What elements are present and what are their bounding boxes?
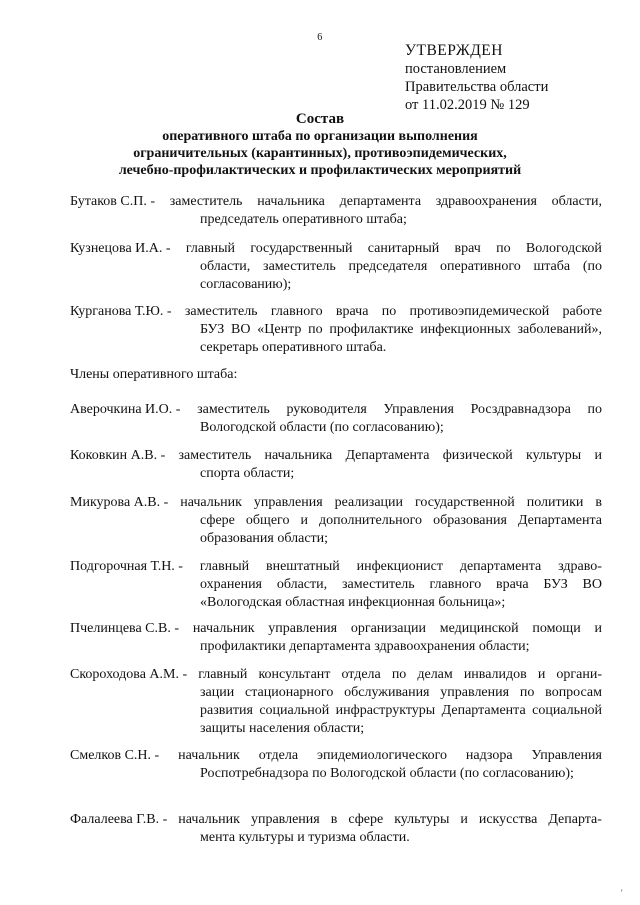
title-heading: Состав	[295, 111, 345, 127]
entry-first-line: Микурова А.В. - начальник управления реализации государственной политики в	[70, 495, 602, 510]
entry-first-line: Курганова Т.Ю. - заместитель главного врача по противоэпидемической работе	[70, 304, 602, 319]
entry-continuation: профилактики департамента здравоохранения области;	[200, 639, 530, 654]
member-entry	[70, 747, 602, 783]
member-entry	[70, 558, 602, 612]
leader-entry	[70, 193, 602, 229]
entry-first-line: Смелков С.Н. - начальник отдела эпидемиологического надзора Управления	[70, 748, 602, 763]
entry-continuation: мента культуры и туризма области.	[200, 830, 410, 845]
member-entry	[70, 447, 602, 483]
entry-continuation: председатель оперативного штаба;	[200, 212, 407, 227]
entry-first-line: Аверочкина И.О. - заместитель руководителя Управления Росздравнадзора по	[70, 402, 602, 417]
document-title	[0, 111, 640, 179]
approval-date: от 11.02.2019 № 129	[405, 97, 530, 113]
title-line: лечебно-профилактических и профилактических мероприятий	[118, 163, 522, 178]
approval-stamp	[405, 42, 548, 114]
member-entry	[70, 494, 602, 548]
member-entry	[70, 620, 602, 656]
entry-continuation: спорта области;	[200, 466, 295, 481]
member-entry	[70, 811, 602, 847]
approval-line: Правительства области	[405, 79, 549, 95]
approval-title: УТВЕРЖДЕН	[405, 42, 503, 59]
entry-continuation: зации стационарного обслуживания управления по вопросам развития социальной инфраструктуры Департамента социальной защиты населения области;	[200, 685, 602, 736]
entry-continuation: Вологодской области (по согласованию);	[200, 420, 444, 435]
entry-continuation: Роспотребнадзора по Вологодской области (по согласованию);	[200, 766, 574, 781]
entry-continuation: области, заместитель председателя оперативного штаба (по согласованию);	[200, 259, 602, 292]
entry-first-line: Кузнецова И.А. - главный государственный санитарный врач по Вологодской	[70, 241, 602, 256]
entry-continuation: охранения области, заместитель главного врача БУЗ ВО «Вологодская областная инфекционная больница»;	[200, 577, 602, 610]
entry-first-line: Коковкин А.В. - заместитель начальника Департамента физической культуры и	[70, 448, 602, 463]
entry-first-line: Скороходова А.М. - главный консультант отдела по делам инвалидов и органи-	[70, 667, 602, 682]
page-number: 6	[317, 32, 323, 43]
leader-entry	[70, 303, 602, 357]
entry-first-line: Пчелинцева С.В. - начальник управления организации медицинской помощи и	[70, 621, 602, 636]
leader-entry	[70, 240, 602, 294]
entry-first-line: Подгорочная Т.Н. - главный внештатный инфекционист департамента здраво-	[70, 559, 602, 574]
entry-continuation: сфере общего и дополнительного образования Департамента образования области;	[200, 513, 602, 546]
member-entry	[70, 401, 602, 437]
entry-first-line: Бутаков С.П. - заместитель начальника департамента здравоохранения области,	[70, 194, 602, 209]
entry-first-line: Фалалеева Г.В. - начальник управления в сфере культуры и искусства Департа-	[70, 812, 602, 827]
title-line: ограничительных (карантинных), противоэпидемических,	[133, 146, 507, 161]
member-entry	[70, 666, 602, 738]
approval-line: постановлением	[405, 61, 507, 77]
entry-continuation: БУЗ ВО «Центр по профилактике инфекционных заболеваний», секретарь оперативного штаба.	[200, 322, 602, 355]
title-line: оперативного штаба по организации выполнения	[162, 129, 478, 144]
members-header: Члены оперативного штаба:	[70, 367, 238, 382]
scan-mark: '	[621, 888, 623, 898]
